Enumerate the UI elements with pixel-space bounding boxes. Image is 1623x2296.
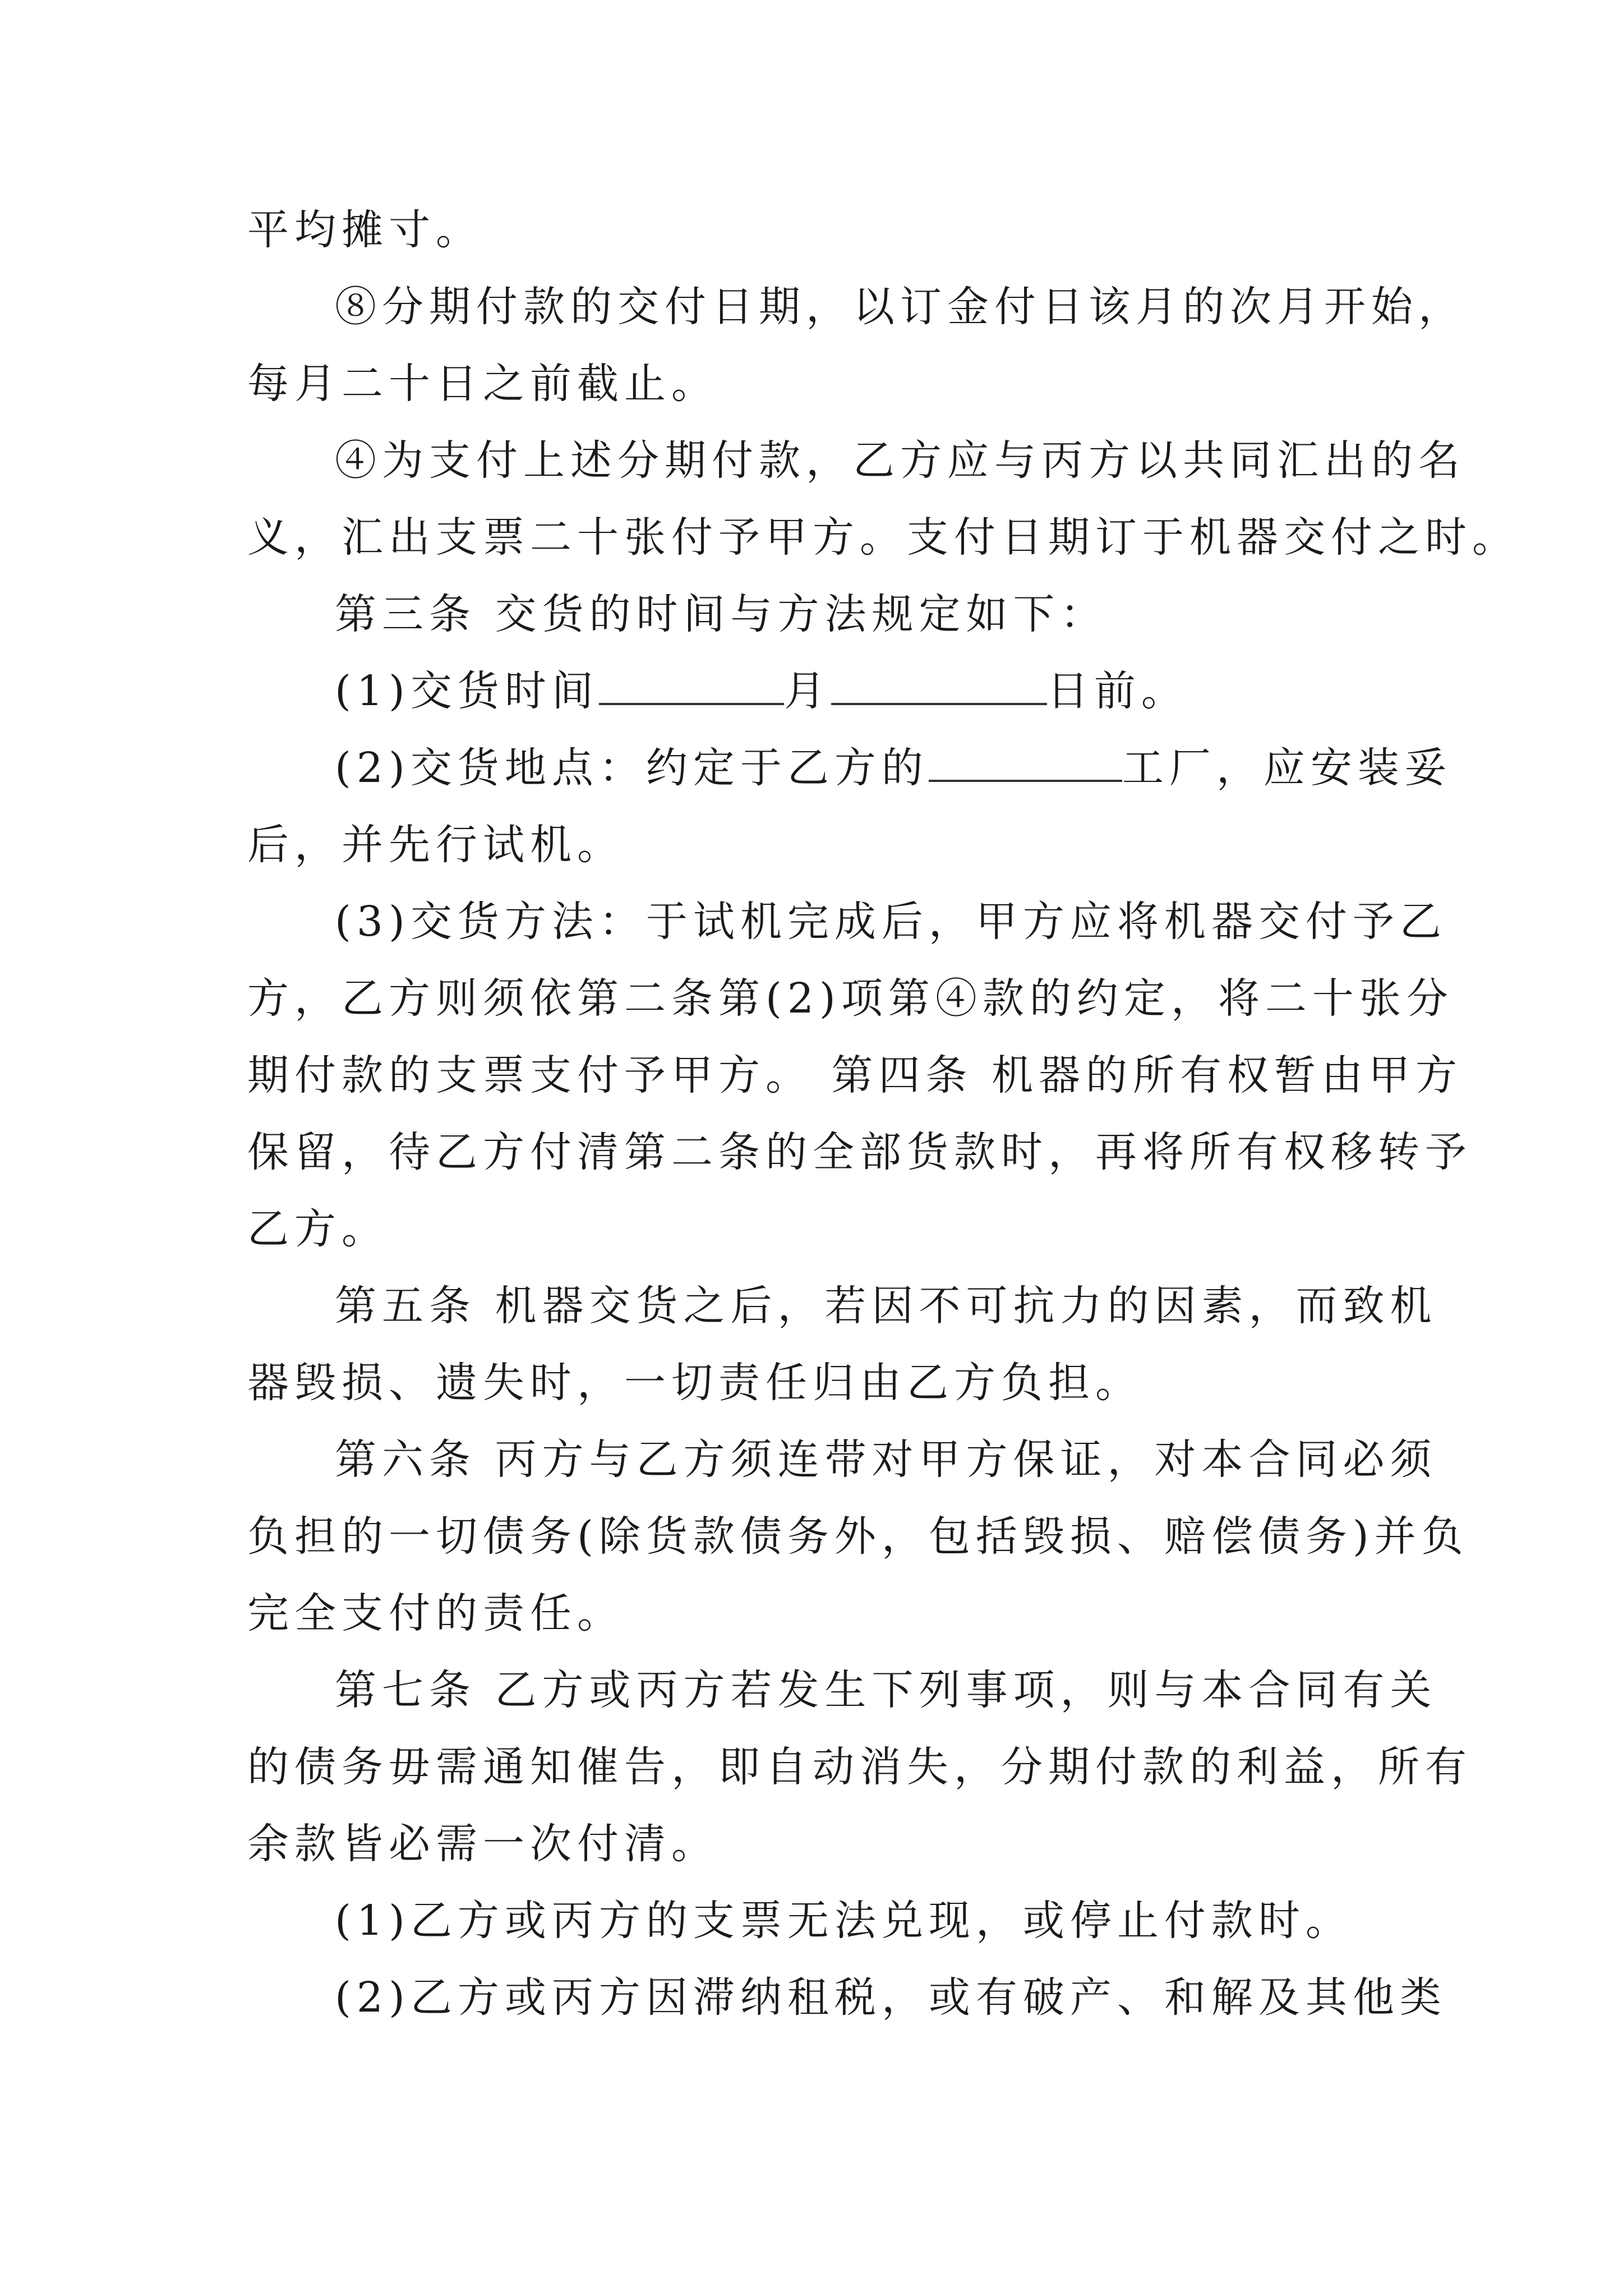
factory-blank [929, 745, 1122, 782]
paragraph-line: ⑧分期付款的交付日期，以订金付日该月的次月开始， [335, 283, 1465, 331]
delivery-place-suffix: 工厂，应安装妥 [1122, 744, 1452, 792]
paragraph-line: 器毁损、遗失时，一切责任归由乙方负担。 [247, 1359, 1142, 1407]
delivery-time-line [335, 666, 1188, 716]
paragraph-line: 的债务毋需通知催告，即自动消失，分期付款的利益，所有 [247, 1743, 1472, 1791]
paragraph-line: 每月二十日之前截止。 [247, 360, 718, 408]
paragraph-line: 平均摊寸。 [247, 206, 483, 254]
paragraph-line: 第五条 机器交货之后，若因不可抗力的因素，而致机 [335, 1282, 1437, 1330]
paragraph-line: (1)乙方或丙方的支票无法兑现，或停止付款时。 [335, 1897, 1353, 1945]
delivery-time-suffix: 日前。 [1046, 667, 1188, 715]
delivery-time-prefix: (1)交货时间 [335, 667, 599, 715]
paragraph-line: 方，乙方则须依第二条第(2)项第④款的约定，将二十张分 [247, 974, 1454, 1023]
article-heading: 第三条 交货的时间与方法规定如下： [335, 590, 1108, 638]
delivery-place-prefix: (2)交货地点：约定于乙方的 [335, 744, 929, 792]
paragraph-line: 期付款的支票支付予甲方。 第四条 机器的所有权暂由甲方 [247, 1051, 1463, 1099]
day-blank [831, 668, 1047, 705]
delivery-place-line [335, 743, 1452, 793]
paragraph-line: 第七条 乙方或丙方若发生下列事项，则与本合同有关 [335, 1666, 1437, 1714]
paragraph-line: 后，并先行试机。 [247, 821, 624, 869]
paragraph-line: 乙方。 [247, 1205, 389, 1253]
paragraph-line: 负担的一切债务(除货款债务外，包括毁损、赔偿债务)并负 [247, 1512, 1469, 1561]
paragraph-line: ④为支付上述分期付款，乙方应与丙方以共同汇出的名 [335, 436, 1465, 485]
paragraph-line: (2)乙方或丙方因滞纳租税，或有破产、和解及其他类 [335, 1973, 1447, 2022]
paragraph-line: (3)交货方法：于试机完成后，甲方应将机器交付予乙 [335, 898, 1447, 946]
paragraph-line: 保留，待乙方付清第二条的全部货款时，再将所有权移转予 [247, 1128, 1472, 1176]
paragraph-line: 义，汇出支票二十张付予甲方。支付日期订于机器交付之时。 [247, 513, 1519, 562]
paragraph-line: 第六条 丙方与乙方须连带对甲方保证，对本合同必须 [335, 1435, 1437, 1484]
paragraph-line: 余款皆必需一次付清。 [247, 1820, 718, 1868]
month-label: 月 [783, 667, 831, 715]
month-blank [599, 668, 784, 705]
paragraph-line: 完全支付的责任。 [247, 1589, 624, 1637]
